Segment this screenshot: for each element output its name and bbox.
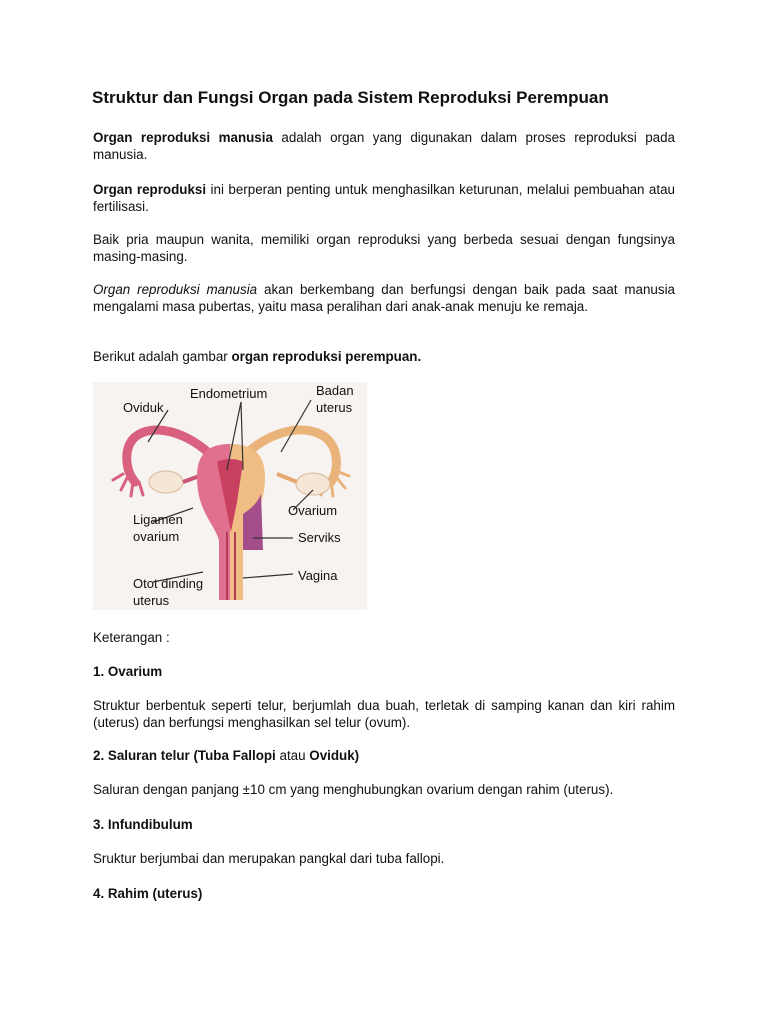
label-endometrium: Endometrium [190, 386, 268, 401]
section-heading-2-b: atau [275, 748, 310, 763]
section-heading-4: 4. Rahim (uterus) [93, 886, 203, 901]
paragraph-1-bold: Organ reproduksi manusia [93, 130, 273, 145]
label-ligamen: Ligamen [133, 512, 183, 527]
paragraph-4 [93, 281, 675, 315]
paragraph-4-italic: Organ reproduksi manusia [93, 282, 258, 297]
section-heading-2-c: Oviduk) [309, 748, 360, 763]
section-text-2: Saluran dengan panjang ±10 cm yang menghubungkan ovarium dengan rahim (uterus). [93, 782, 614, 797]
section-text-3: Sruktur berjumbai dan merupakan pangkal dari tuba fallopi. [93, 851, 445, 866]
section-text-1: Struktur berbentuk seperti telur, berjumlah dua buah, terletak di samping kanan dan kiri rahim (uterus) dan berfungsi menghasilkan sel telur (ovum). [93, 698, 675, 730]
label-vagina: Vagina [298, 568, 338, 583]
paragraph-2 [93, 181, 675, 215]
paragraph-4-text: akan berkembang dan berfungsi dengan baik pada saat manusia mengalami masa pubertas, yaitu masa peralihan dari anak-anak menuju ke remaja. [93, 282, 675, 314]
paragraph-2-text: ini berperan penting untuk menghasilkan keturunan, melalui pembuahan atau fertilisasi. [93, 182, 675, 214]
paragraph-1-text: adalah organ yang digunakan dalam proses reproduksi pada manusia. [93, 130, 675, 162]
paragraph-5 [93, 348, 675, 365]
paragraph-3: Baik pria maupun wanita, memiliki organ reproduksi yang berbeda sesuai dengan fungsinya masing-masing. [93, 232, 675, 264]
reproductive-organ-figure [93, 382, 367, 610]
label-badan: Badan [316, 383, 354, 398]
label-ovarium: Ovarium [288, 503, 338, 518]
paragraph-2-bold: Organ reproduksi [93, 182, 207, 197]
paragraph-5-bold: organ reproduksi perempuan. [231, 349, 422, 364]
section-heading-1: 1. Ovarium [93, 664, 163, 679]
label-oviduk: Oviduk [123, 400, 164, 415]
label-otot-uterus: uterus [133, 593, 170, 608]
section-heading-2 [93, 747, 359, 764]
label-otot-dinding: Otot dinding [133, 576, 204, 591]
section-heading-2-a: 2. Saluran telur (Tuba Fallopi [93, 748, 276, 763]
page-title: Struktur dan Fungsi Organ pada Sistem Reproduksi Perempuan [92, 88, 609, 107]
label-uterus: uterus [316, 400, 353, 415]
label-ligamen-ovarium: ovarium [133, 529, 180, 544]
keterangan-label: Keterangan : [93, 630, 170, 645]
section-heading-3: 3. Infundibulum [93, 817, 193, 832]
paragraph-1 [93, 129, 675, 163]
paragraph-5-text: Berikut adalah gambar [93, 349, 232, 364]
label-serviks: Serviks [298, 530, 341, 545]
